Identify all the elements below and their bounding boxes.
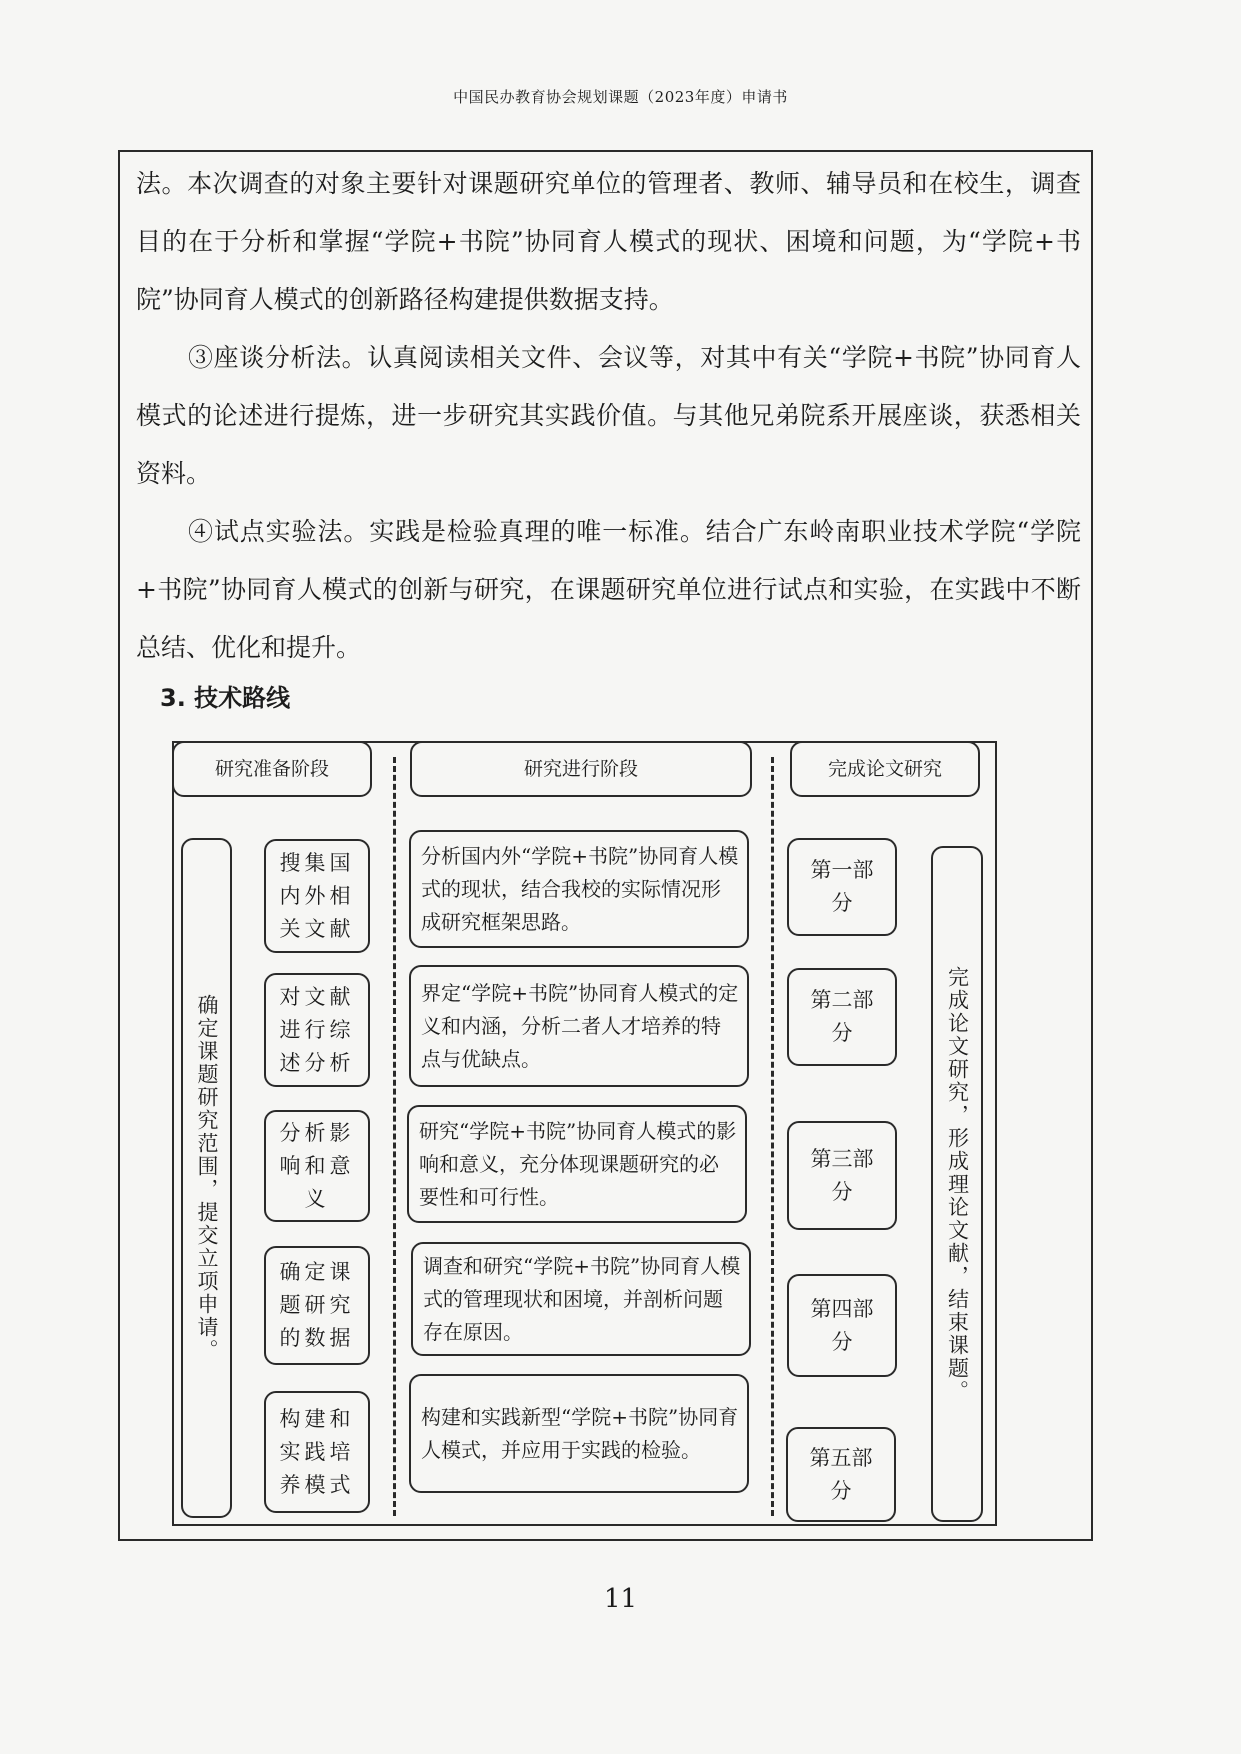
separator-line-1 [393, 757, 396, 1516]
part-1: 第一部分 [787, 838, 897, 936]
part-3: 第三部分 [787, 1121, 897, 1230]
page-number: 11 [603, 1584, 638, 1614]
phase-complete: 完成论文研究 [790, 741, 980, 797]
part-2: 第二部分 [787, 968, 897, 1066]
separator-line-2 [771, 757, 774, 1516]
prep-task-4: 确定课题研究的数据 [264, 1246, 370, 1365]
body-paragraph-1 [136, 155, 1081, 329]
document-header: 中国民办教育协会规划课题（2023年度）申请书 [453, 88, 788, 106]
paragraph-text: ③座谈分析法。认真阅读相关文件、会议等，对其中有关“学院+书院”协同育人模式的论述进行提炼，进一步研究其实践价值。与其他兄弟院系开展座谈，获悉相关资料。 [136, 343, 1081, 488]
scope-box [181, 838, 232, 1518]
section-heading: 3. 技术路线 [160, 684, 291, 712]
paragraph-text: ④试点实验法。实践是检验真理的唯一标准。结合广东岭南职业技术学院“学院+书院”协同育人模式的创新与研究，在课题研究单位进行试点和实验，在实践中不断总结、优化和提升。 [136, 517, 1081, 662]
technical-route-diagram [172, 741, 997, 1526]
body-paragraph-2 [136, 329, 1081, 503]
prep-task-5: 构建和实践培养模式 [264, 1391, 370, 1513]
research-step-4: 调查和研究“学院+书院”协同育人模式的管理现状和困境，并剖析问题存在原因。 [411, 1242, 751, 1356]
prep-task-3: 分析影响和意义 [264, 1110, 370, 1222]
research-step-1: 分析国内外“学院+书院”协同育人模式的现状，结合我校的实际情况形成研究框架思路。 [409, 830, 749, 948]
paragraph-text: 法。本次调查的对象主要针对课题研究单位的管理者、教师、辅导员和在校生，调查目的在于分析和掌握“学院+书院”协同育人模式的现状、困境和问题，为“学院+书院”协同育人模式的创新路径构建提供数据支持。 [136, 169, 1081, 314]
conclusion-text: 完成论文研究，形成理论文献，结束课题。 [945, 965, 970, 1403]
research-step-2: 界定“学院+书院”协同育人模式的定义和内涵，分析二者人才培养的特点与优缺点。 [409, 965, 749, 1087]
prep-task-1: 搜集国内外相关文献 [264, 839, 370, 953]
part-5: 第五部分 [786, 1427, 896, 1522]
conclusion-box [931, 846, 983, 1522]
research-step-5: 构建和实践新型“学院+书院”协同育人模式，并应用于实践的检验。 [409, 1374, 749, 1493]
research-step-3: 研究“学院+书院”协同育人模式的影响和意义，充分体现课题研究的必要性和可行性。 [407, 1105, 747, 1223]
phase-prep: 研究准备阶段 [172, 741, 372, 797]
scope-text: 确定课题研究范围，提交立项申请。 [195, 994, 219, 1362]
prep-task-2: 对文献进行综述分析 [264, 973, 370, 1087]
phase-research: 研究进行阶段 [410, 741, 752, 797]
part-4: 第四部分 [787, 1274, 897, 1377]
body-paragraph-3 [136, 503, 1081, 677]
